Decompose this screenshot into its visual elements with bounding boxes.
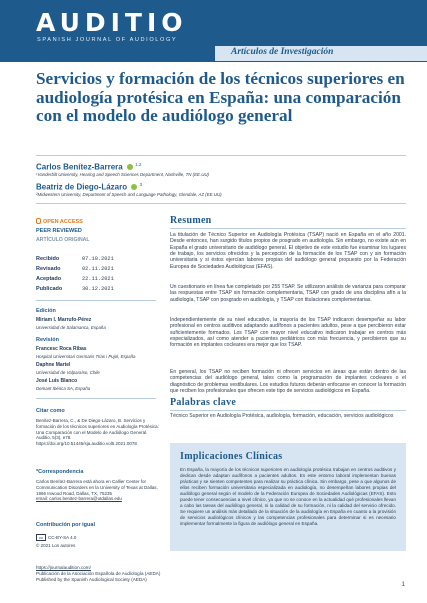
journal-url[interactable]: https://journalaudition.com/ bbox=[36, 565, 91, 570]
editor-institution: Universidad de Salamanca, España bbox=[36, 325, 106, 330]
author-2[interactable] bbox=[36, 182, 142, 192]
left-divider bbox=[36, 300, 156, 301]
authors-divider bbox=[36, 203, 406, 204]
license-block bbox=[36, 534, 76, 548]
abstract-paragraph-3: Independientemente de su nivel educativo, la mayoría de los TSAP indicaron desempeñar su labor profesional en centros auditivos adaptando audífonos a pacientes adultos, pese a que percibieron estar suficientemente formados. Los TSAP con mayor nivel educativo indicaron trabajar en centros más especializados, así como atender a pacientes pediátricos con más frecuencia, y percibieron que su formación en implantes cocleares era mejor que los TSAP. bbox=[170, 317, 406, 349]
page-number: 1 bbox=[401, 582, 405, 588]
section-label: Artículos de Investigación bbox=[231, 47, 334, 57]
orcid-icon[interactable] bbox=[131, 184, 137, 190]
cc-license-icon: cc bbox=[36, 534, 46, 541]
orcid-icon[interactable] bbox=[127, 164, 133, 170]
author-2-sup: 3 bbox=[139, 182, 143, 187]
editor-name: Miriam I. Marrufo-Pérez bbox=[36, 317, 92, 323]
open-lock-icon bbox=[36, 218, 41, 224]
journal-logo: AUDITIO bbox=[36, 8, 188, 37]
correspondence-text: Carlos Benítez-Barrera está ahora en Callier Center for Communication Disorders en la University of Texas at Dallas, 1966 Inwood Road, Dallas, TX, 75235 bbox=[36, 479, 158, 496]
keywords-divider bbox=[170, 410, 406, 411]
reviewer-name: José Luis Blanco bbox=[36, 378, 78, 384]
date-accepted: Aceptado 22.11.2021 bbox=[36, 276, 114, 282]
abstract-divider bbox=[170, 228, 406, 229]
review-heading: Revisión bbox=[36, 337, 59, 343]
cite-heading: Citar como bbox=[36, 408, 65, 414]
abstract-paragraph-1: La titulación de Técnico Superior en Audiología Protésica (TSAP) nació en España en el año 2001. Desde entonces, han surgido títulos propios de posgrado en audiología. Sin embargo, no existe aún en España el grado universitario de audiólogo general. El objetivo de este estudio fue examinar los lugares de trabajo, los servicios ofrecidos y la percepción de la formación de los TSAP con y sin formación universitaria y si éstos ejercían labores propias del audiólogo general propuesto por la Federación Europea de Sociedades Audiológicas (EFAS). bbox=[170, 232, 406, 270]
reviewer-institution: Hospital Universitari Germans Trias i Pujol, España bbox=[36, 354, 136, 359]
left-divider bbox=[36, 398, 156, 399]
author-2-name[interactable]: Beatriz de Diego-Lázaro bbox=[36, 182, 128, 192]
reviewer-institution: Universidad de Valparaíso, Chile bbox=[36, 370, 100, 375]
date-revised: Revisado 02.11.2021 bbox=[36, 266, 114, 272]
clinical-implications-box bbox=[170, 443, 406, 551]
author-1-sup: 1,2 bbox=[135, 162, 142, 167]
author-1-name[interactable]: Carlos Benítez-Barrera bbox=[36, 162, 123, 172]
article-title: Servicios y formación de los técnicos superiores en audiología protésica en España: una comparación con el modelo de audiólogo general bbox=[36, 69, 405, 125]
reviewer-name: Daphne Martel bbox=[36, 362, 71, 368]
date-published: Publicado 30.12.2021 bbox=[36, 286, 114, 292]
affiliation-1: ¹Vanderbilt University, Hearing and Speech Sciences Department, Nashville, TN (EE.UU) bbox=[36, 172, 210, 177]
journal-logo-subtitle: SPANISH JOURNAL OF AUDIOLOGY bbox=[37, 37, 178, 43]
abstract-paragraph-4: En general, los TSAP no reciben formación ni ofrecen servicios en áreas que están dentro de las competencias del audiólogo general, tales como la programación de implantes cocleares o el diagnóstico de problemas vestibulares. Los estudios futuros deberán enfocarse en conocer la formación que reciben los profesionales que ofrecen este tipo de servicios audiológicos en España. bbox=[170, 369, 406, 395]
abstract-heading: Resumen bbox=[170, 215, 212, 226]
correspondence-block bbox=[36, 479, 160, 502]
keywords-heading: Palabras clave bbox=[170, 397, 237, 408]
article-type-label: ARTÍCULO ORIGINAL bbox=[36, 237, 90, 243]
clinical-implications-text: En España, la mayoría de los técnicos superiores en audiología protésica trabajan en centros auditivos y dedican desde adaptan audífonos a pacientes adultos. En este entorno laboral implementan buenas prácticas y se sienten competentes para realizar su práctica clínica. Sin embargo, pese a que algunos de ellos reciben formación universitaria especializada en audiología, no desempeñan labores propias del audiólogo general según el modelo de la Federación Europea de Sociedades Audiológicas (EFAS). Esto puede tener consecuencias a nivel clínico, ya que no se conoce en la actualidad qué profesionales llevan a cabo las tareas del audiólogo general, ni la calidad de su formación, ni la calidad del servicio ofrecido. Se requiere un análisis más detallado de la situación de la audiología en España en cuanto a la provisión de servicios audiológicos clínicos y las competencias profesionales para determinar si es necesario implementar formalmente la figura de audiólogo general en España. bbox=[180, 467, 396, 526]
peer-reviewed-label: PEER REVIEWED bbox=[36, 228, 82, 234]
copyright-text: © 2021 Los autores bbox=[36, 543, 76, 548]
abstract-paragraph-2: Un cuestionario en línea fue completado por 255 TSAP. Se utilizaron análisis de varianza para comparar las respuestas entre TSAP sin formación complementaria, TSAP con grado de una disciplina afín a la audiología, TSAP con posgrado en audiología, y TSAP con titulaciones complementarias. bbox=[170, 284, 406, 303]
correspondence-heading: *Correspondencia bbox=[36, 469, 84, 475]
title-divider bbox=[36, 155, 406, 156]
section-band bbox=[215, 46, 427, 61]
author-1[interactable] bbox=[36, 162, 141, 172]
publisher-line-en: Published by the Spanish Audiological Society (AEDA) bbox=[36, 577, 147, 582]
publisher-line-es: Publicación de la Asociación Española de Audiología (AEDA) bbox=[36, 571, 161, 576]
page-footer bbox=[36, 565, 296, 583]
reviewer-name: Francesc Roca Ribas bbox=[36, 346, 87, 352]
edition-heading: Edición bbox=[36, 308, 56, 314]
keywords-text: Técnico Superior en Audiología Protésica, audiología, formación, educación, servicios audiológicos bbox=[170, 413, 394, 419]
reviewer-institution: Demant Ibérica SA, España bbox=[36, 386, 91, 391]
correspondence-email[interactable]: email: carlos.benitez-barrera@utdallas.edu bbox=[36, 496, 122, 502]
citation-text: Benítez-Barrera, C., & De Diego-Lázaro, B. Servicios y formación de los técnicos superiores en Audiología Protésica: Una Comparación con el Modelo de Audiólogo General. Auditio, 5(3), e78. https://doi.org/10.51445/sja.auditio.vol5.2021.0078 bbox=[36, 418, 159, 447]
funding-heading: Contribución por igual bbox=[36, 522, 95, 528]
open-access-badge: OPEN ACCESS bbox=[36, 218, 83, 225]
date-received: Recibido 07.10.2021 bbox=[36, 256, 114, 262]
affiliation-2: ²Midwestern University, Department of Speech and Language Pathology, Glendale, AZ (EE.UU) bbox=[36, 192, 222, 197]
clinical-implications-heading: Implicaciones Clínicas bbox=[180, 451, 283, 462]
license-text: CC-BY-SA 4.0 bbox=[48, 535, 77, 540]
